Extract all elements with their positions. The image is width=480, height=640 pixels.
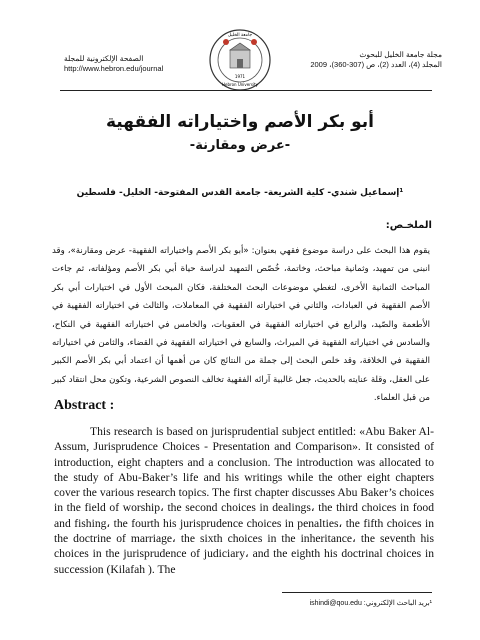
english-abstract-heading: Abstract : (54, 398, 115, 413)
footnote-divider (282, 592, 432, 593)
author-email-footnote: ¹بريد الباحث الإلكتروني: ishindi@qou.edu (309, 600, 432, 607)
logo-english-text: Hebron University (222, 82, 258, 87)
journal-name: مجلة جامعة الخليل للبحوث (359, 50, 442, 59)
logo-arabic-text: جامعة الخليل (227, 33, 253, 38)
arabic-abstract-heading: الملخـص: (385, 220, 432, 231)
header-divider (60, 90, 432, 91)
journal-website-label: الصفحة الإلكترونية للمجلة (64, 54, 144, 63)
journal-volume: المجلد (4)، العدد (2)، ص (307-360)، 2009 (310, 60, 442, 69)
arabic-abstract: يقوم هذا البحث على دراسة موضوع فقهي بعنوان: «أبو بكر الأصم واختياراته الفقهية- عرض ومقارنة»، وقد انبنى من تمهيد، وثمانية مباحث، وخاتمة، خُصّص التمهيد لدراسة حياة أبي بكر الأصم ومؤلفاته، ثم جاءت المباحث الثمانية الأخرى، لتغطي موضوعات البحث المختلفة، فكان المبحث الأول في اختيارات أبي بكر الأصم الفقهية في العبادات، والثاني في اختياراته الفقهية في المعاملات، والثالث في اختياراته الفقهية في الأطعمة والصّيد، والرابع في اختياراته الفقهية في العقوبات، والخامس في اختياراته الفقهية في النكاح، والسادس في اختياراته الفقهية في الميراث، والسابع في اختياراته الفقهية في القضاء، والثامن في اختياراته الفقهية في الخلافة، وقد خلص البحث إلى جملة من النتائج كان من أهمها أن اعتماد أبي بكر الأصم الكبير على العقل، وقلة عنايته بالحديث، جعل غالبية آرائه الفقهية تخالف النصوص الشرعية، وتكون محل انتقاد كبير من قبل العلماء. (52, 246, 430, 404)
journal-website-block (64, 54, 214, 74)
journal-url[interactable]: http://www.hebron.edu/journal (64, 64, 164, 73)
logo-year: 1971 (234, 74, 246, 79)
english-abstract: This research is based on jurisprudential subject entitled: «Abu Baker Al-Assum, Jurisprudence Choices - Presentation and Comparison». It consisted of introduction, eight chapters and a conclusion. The introduction was allocated to the study of Abu-Baker’s life and his writings while the other eight chapters cover the various research topics. The first chapter discusses Abu Baker’s choices in the field of worship، the second choices in dealings، the third choices in food and fishing، the fourth his jurisprudence choices in penalties، the fifth choices in the doctrine of marriage، the sixth choices in the inheritance، the seventh his choices in the jurisprudence of judiciary، and the eighth his doctrinal choices in succession (Kilafah ). The (54, 425, 434, 576)
author-affiliation: ¹إسماعيل شندي- كلية الشريعة- جامعة القدس المفتوحة- الخليل- فلسطين (76, 188, 404, 198)
journal-header (0, 28, 480, 88)
paper-title: أبو بكر الأصم واختياراته الفقهية (106, 112, 374, 132)
paper-subtitle: -عرض ومقارنة- (189, 138, 291, 153)
journal-citation-block (282, 50, 442, 70)
university-logo (208, 28, 272, 92)
